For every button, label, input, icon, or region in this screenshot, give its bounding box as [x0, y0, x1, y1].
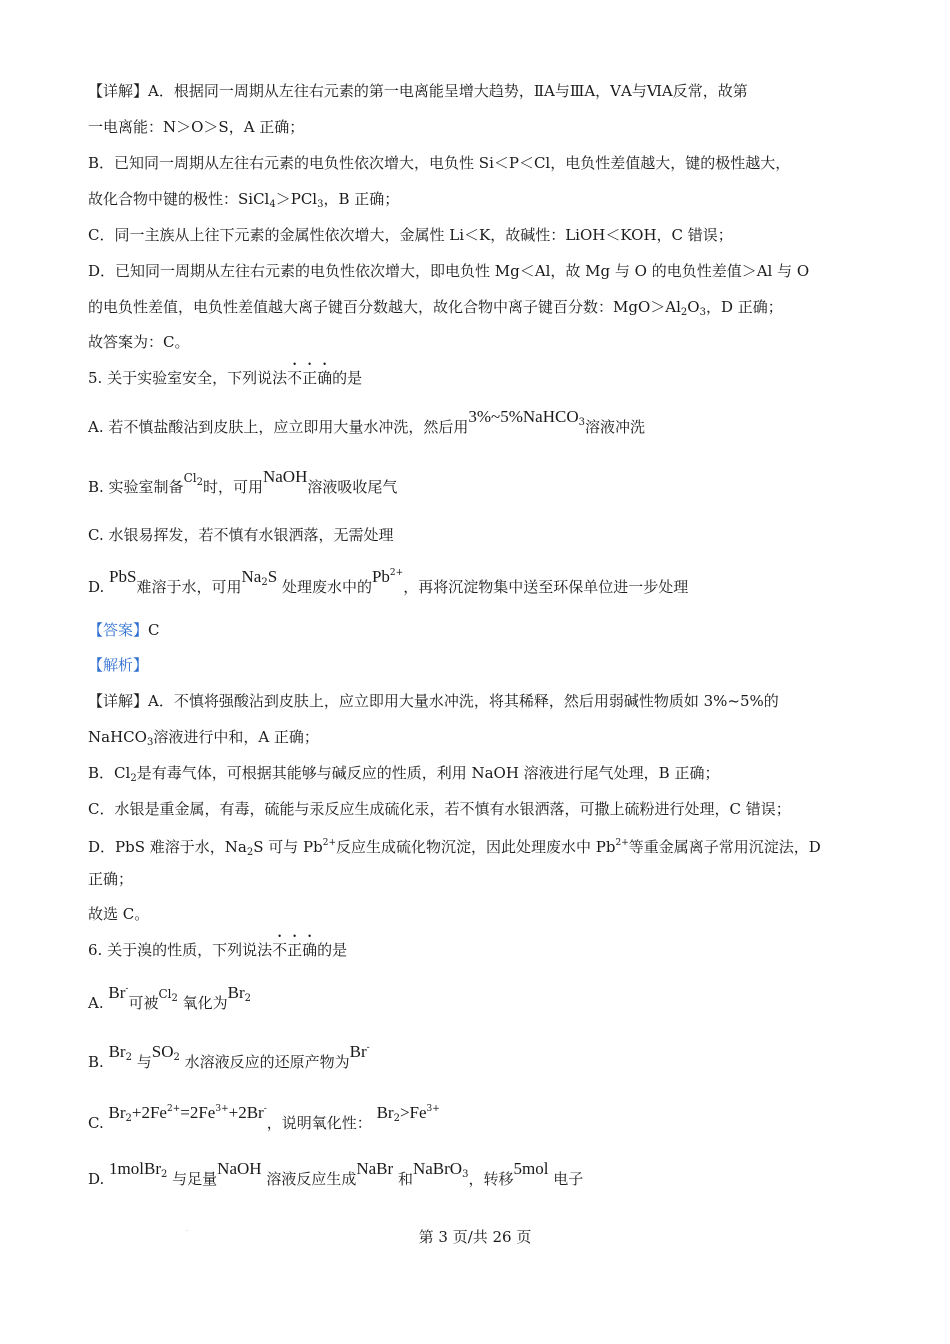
text: C. 水银易挥发，若不慎有水银洒落，无需处理	[88, 526, 394, 544]
subscript: 2	[171, 993, 178, 1004]
text: A.	[88, 994, 104, 1012]
text: C．同一主族从上往下元素的金属性依次增大，金属性 Li＜K，故碱性：LiOH＜KOH，C 错误；	[88, 226, 733, 244]
text: D．PbS 难溶于水，Na	[88, 838, 247, 856]
text: 氧化为	[182, 994, 228, 1012]
text: 溶液反应生成	[266, 1170, 357, 1188]
text: ＞PCl	[275, 190, 318, 208]
emphasis-char: 正	[302, 369, 318, 387]
emphasis-char: 确	[317, 369, 333, 387]
text: 与足量	[172, 1170, 218, 1188]
detail-q5-answer	[88, 903, 149, 925]
text: 可被	[128, 994, 159, 1012]
question-5-stem	[88, 367, 362, 389]
text: D.	[88, 578, 105, 596]
subscript: 2	[125, 1113, 132, 1124]
formula: +2Br	[228, 1103, 264, 1122]
formula: S	[267, 567, 278, 586]
superscript: 2+	[166, 1104, 181, 1114]
question-5-option-a	[88, 407, 645, 444]
text: 正确；	[88, 870, 134, 888]
text: 等重金属离子常用沉淀法，D	[628, 838, 821, 856]
question-6-stem	[88, 939, 347, 961]
text: 故选 C。	[88, 905, 150, 923]
detail-q5-line1	[88, 690, 779, 712]
superscript: 2+	[615, 838, 629, 848]
superscript: 3+	[215, 1104, 229, 1114]
question-6-option-c	[88, 1103, 440, 1140]
text: D．已知同一周期从左往右元素的电负性依次增大，即电负性 Mg＜Al，故 Mg 与 O 的电负性差值＞Al 与 O	[88, 262, 810, 280]
question-5-option-d	[88, 567, 689, 604]
emphasis-char: 正	[287, 941, 303, 959]
detail-q5-line2	[88, 726, 319, 754]
answer-5	[88, 619, 160, 641]
stray-mark: .	[186, 1226, 188, 1233]
text: 与	[136, 1053, 152, 1071]
formula: Br	[108, 1103, 126, 1122]
detail-q4-line4	[88, 188, 399, 216]
subscript: 2	[393, 1113, 400, 1124]
text: 故化合物中键的极性：SiCl	[88, 190, 270, 208]
detail-q4-line5	[88, 224, 733, 246]
text: ，D 正确；	[705, 298, 783, 316]
text: S 可与 Pb	[253, 838, 323, 856]
text: 6. 关于溴的性质，下列说法	[88, 941, 273, 959]
detail-label: 【详解】	[88, 692, 149, 710]
subscript: 2	[261, 577, 268, 588]
detail-q5-line6	[88, 868, 133, 890]
detail-q4-line7	[88, 296, 783, 324]
text: A．不慎将强酸沾到皮肤上，应立即用大量水冲洗，将其稀释，然后用弱碱性物质如 3%~5%的	[148, 692, 779, 710]
text: ，B 正确；	[323, 190, 400, 208]
formula: SO	[151, 1042, 174, 1061]
subscript: 2	[130, 773, 137, 784]
formula: Na	[241, 567, 262, 586]
answer-value: C	[148, 621, 160, 639]
text: 难溶于水，可用	[136, 578, 242, 596]
page-footer: 第 3 页/共 26 页	[418, 1228, 532, 1246]
formula: Cl	[158, 987, 172, 1001]
detail-q4-line6	[88, 260, 809, 282]
text: 故答案为：C。	[88, 333, 190, 351]
subscript: 2	[244, 993, 252, 1004]
text: D.	[88, 1170, 105, 1188]
text: O	[687, 298, 700, 316]
formula: NaOH	[217, 1159, 262, 1178]
formula: +2Fe	[131, 1103, 167, 1122]
detail-q4-answer	[88, 331, 189, 353]
subscript: 2	[173, 1052, 180, 1063]
answer-label: 【答案】	[88, 621, 149, 639]
formula: Br	[108, 983, 126, 1002]
analysis-label: 【解析】	[88, 656, 149, 674]
emphasis-char: 不	[272, 941, 288, 959]
detail-q4-line1	[88, 80, 748, 102]
subscript: 2	[680, 307, 688, 318]
text: 电子	[553, 1170, 584, 1188]
subscript: 4	[269, 199, 276, 210]
text: NaHCO	[88, 728, 147, 746]
subscript: 3	[699, 307, 706, 318]
detail-q5-line3	[88, 762, 719, 790]
text: B.	[88, 1053, 104, 1071]
text: 的电负性差值，电负性差值越大离子键百分数越大，故化合物中离子键百分数：MgO＞Al	[88, 298, 681, 316]
superscript: 2+	[322, 838, 337, 848]
text: 5. 关于实验室安全，下列说法	[88, 369, 288, 387]
superscript: -	[263, 1104, 267, 1114]
detail-label: 【详解】	[88, 82, 149, 100]
analysis-5-label	[88, 654, 148, 676]
formula: Br	[376, 1103, 394, 1122]
formula: NaBr	[356, 1159, 394, 1178]
detail-q5-line4	[88, 798, 791, 820]
text: ，转移	[468, 1170, 514, 1188]
formula: >Fe	[399, 1103, 427, 1122]
subscript: 3	[462, 1169, 469, 1180]
question-5-option-c	[88, 524, 393, 546]
text: ，说明氧化性：	[266, 1114, 372, 1132]
text: B．Cl	[88, 764, 131, 782]
question-6-option-d	[88, 1159, 584, 1196]
text: A. 若不慎盐酸沾到皮肤上，应立即用大量水冲洗，然后用	[88, 418, 469, 436]
superscript: 3+	[426, 1104, 440, 1114]
subscript: 3	[578, 417, 585, 428]
text: 溶液吸收尾气	[307, 478, 398, 496]
formula: =2Fe	[180, 1103, 216, 1122]
text: 时，可用	[202, 478, 263, 496]
question-6-option-a	[88, 983, 252, 1020]
text: 一电离能：N＞O＞S，A 正确；	[88, 118, 305, 136]
detail-q4-line3	[88, 152, 790, 174]
subscript: 3	[146, 737, 154, 748]
text: 的是	[332, 369, 363, 387]
formula: Br	[108, 1042, 126, 1061]
subscript: 2	[125, 1052, 132, 1063]
superscript: -	[125, 984, 129, 994]
text: 处理废水中的	[281, 578, 372, 596]
text: ，再将沉淀物集中送至环保单位进一步处理	[403, 578, 689, 596]
text: 溶液进行中和，A 正确；	[153, 728, 319, 746]
formula: Br	[349, 1042, 367, 1061]
text: 和	[397, 1170, 413, 1188]
subscript: 2	[246, 847, 254, 858]
text: 是有毒气体，可根据其能够与碱反应的性质，利用 NaOH 溶液进行尾气处理，B 正确；	[136, 764, 720, 782]
superscript: 2+	[389, 568, 404, 578]
superscript: -	[366, 1043, 370, 1053]
formula: 5mol	[513, 1159, 549, 1178]
detail-q4-line2	[88, 116, 304, 138]
subscript: 3	[317, 199, 324, 210]
emphasis-char: 确	[302, 941, 318, 959]
formula: 1molBr	[109, 1159, 161, 1178]
text: 溶液冲洗	[584, 418, 645, 436]
detail-q5-line5	[88, 832, 821, 864]
subscript: 2	[196, 477, 203, 488]
formula: 3%~5%NaHCO	[468, 407, 579, 426]
subscript: 2	[161, 1169, 168, 1180]
text: B. 实验室制备	[88, 478, 184, 496]
question-5-option-b	[88, 467, 398, 504]
text: C.	[88, 1114, 104, 1132]
text: B．已知同一周期从左往右元素的电负性依次增大，电负性 Si＜P＜Cl，电负性差值越大，键的极性越大，	[88, 154, 791, 172]
emphasis-char: 不	[287, 369, 303, 387]
text: A．根据同一周期从左往右元素的第一电离能呈增大趋势，ⅡA与ⅢA，ⅤA与ⅥA反常，故第	[148, 82, 748, 100]
text: 水溶液反应的还原产物为	[184, 1053, 350, 1071]
text: 反应生成硫化物沉淀，因此处理废水中 Pb	[336, 838, 616, 856]
text: 的是	[317, 941, 348, 959]
formula: PbS	[109, 567, 137, 586]
formula: Br	[227, 983, 245, 1002]
formula: NaOH	[262, 467, 308, 486]
formula: Pb	[371, 567, 390, 586]
formula: NaBrO	[412, 1159, 463, 1178]
question-6-option-b	[88, 1042, 370, 1079]
formula: Cl	[183, 471, 197, 485]
text: C．水银是重金属，有毒，硫能与汞反应生成硫化汞，若不慎有水银洒落，可撒上硫粉进行处理，C 错误；	[88, 800, 791, 818]
